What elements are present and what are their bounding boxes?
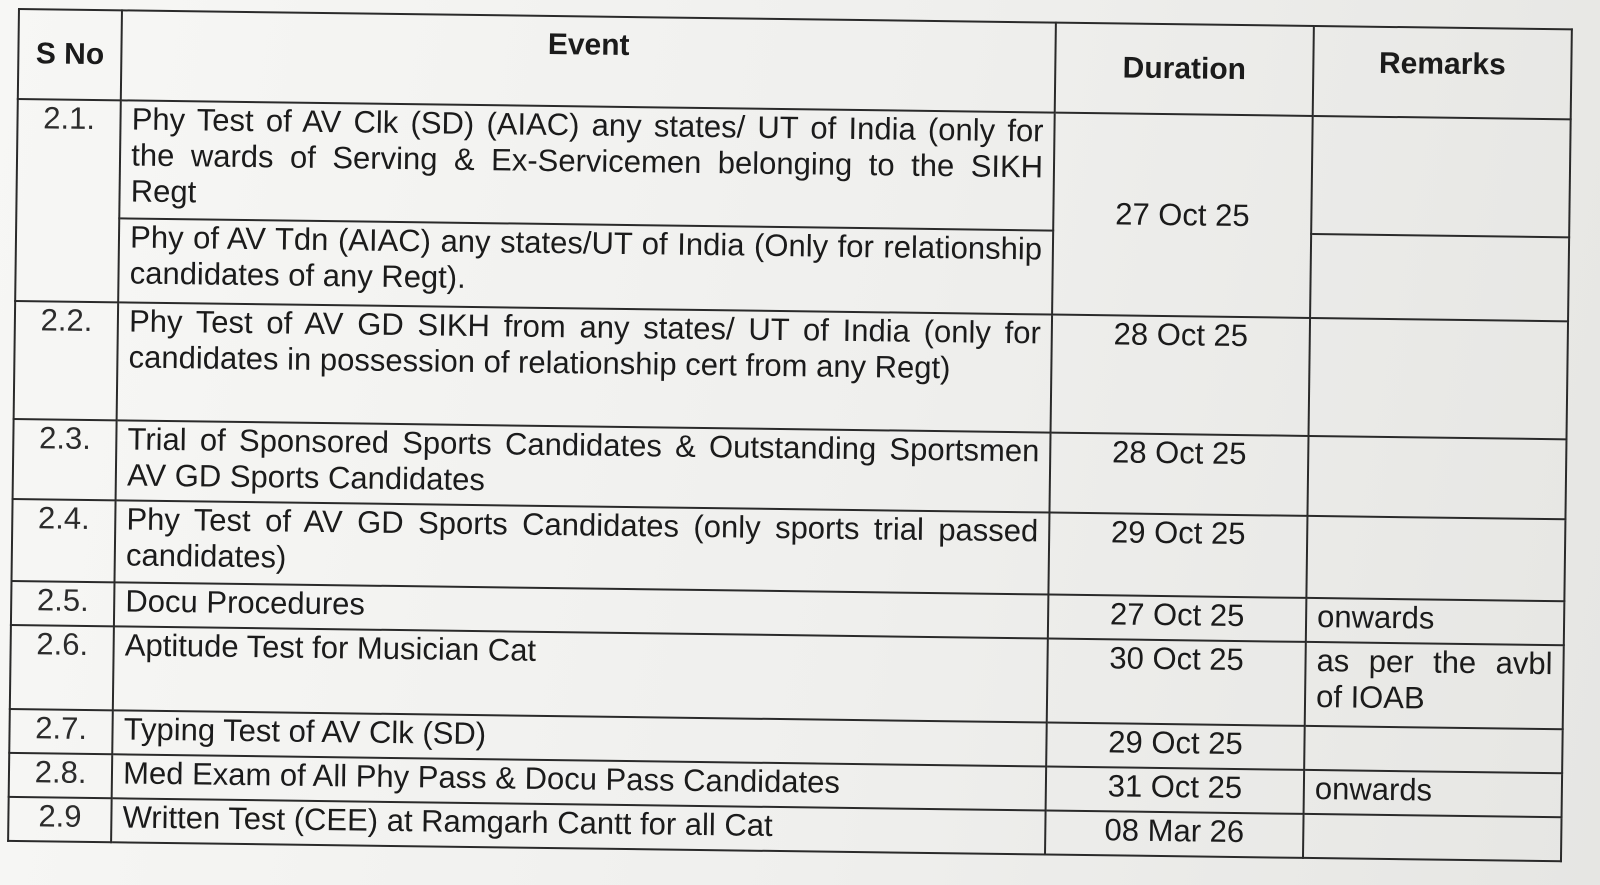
row-sno: 2.3. (13, 419, 117, 500)
row-sno: 2.4. (11, 499, 115, 582)
header-event: Event (121, 10, 1056, 112)
row-duration: 28 Oct 25 (1050, 433, 1309, 516)
row-remarks (1311, 116, 1571, 237)
row-duration: 27 Oct 25 (1048, 595, 1307, 642)
row-remarks (1304, 726, 1563, 773)
row-event: Trial of Sponsored Sports Candidates & Outstanding Sportsmen AV GD Sports Candidates (116, 420, 1051, 512)
row-sno: 2.1. (15, 99, 121, 302)
row-remarks: onwards (1306, 598, 1565, 645)
row-remarks (1309, 318, 1569, 439)
row-duration: 29 Oct 25 (1046, 723, 1305, 770)
row-duration: 08 Mar 26 (1045, 811, 1304, 858)
row-event: Phy Test of AV Clk (SD) (AIAC) any states/ UT of India (only for the wards of Serving & Ex-Servicemen belonging to the SIKH Regt (119, 100, 1054, 230)
row-duration: 31 Oct 25 (1046, 767, 1305, 814)
table-row (14, 301, 1568, 439)
schedule-table (7, 8, 1573, 862)
row-remarks (1310, 234, 1569, 321)
row-remarks: onwards (1304, 770, 1563, 817)
row-sno: 2.6. (10, 625, 114, 710)
row-event: Written Test (CEE) at Ramgarh Cantt for all Cat (111, 798, 1045, 854)
row-event: Med Exam of All Phy Pass & Docu Pass Candidates (112, 754, 1046, 810)
row-event: Phy Test of AV GD SIKH from any states/ UT of India (only for candidates in possession of relationship cert from any Regt) (117, 302, 1052, 432)
table-row (16, 99, 1570, 237)
row-remarks (1307, 436, 1566, 519)
row-sno: 2.9 (8, 797, 112, 842)
row-sno: 2.8. (9, 753, 113, 798)
header-remarks: Remarks (1313, 26, 1572, 119)
row-duration: 30 Oct 25 (1047, 639, 1306, 726)
row-remarks (1303, 814, 1562, 861)
row-event: Phy Test of AV GD Sports Candidates (only sports trial passed candidates) (115, 500, 1050, 594)
row-sno: 2.5. (11, 581, 115, 626)
row-duration: 28 Oct 25 (1051, 315, 1310, 436)
row-remarks: as per the avbl of IOAB (1305, 642, 1564, 729)
header-sno: S No (18, 9, 122, 100)
header-duration: Duration (1055, 23, 1314, 116)
row-sno: 2.2. (14, 301, 119, 420)
row-event: Docu Procedures (114, 582, 1048, 638)
row-event: Phy of AV Tdn (AIAC) any states/UT of India (Only for relationship candidates of any Regt). (118, 218, 1053, 314)
row-remarks (1306, 516, 1565, 601)
row-duration: 27 Oct 25 (1052, 113, 1313, 318)
row-duration: 29 Oct 25 (1048, 513, 1307, 598)
row-event: Aptitude Test for Musician Cat (113, 626, 1048, 722)
row-sno: 2.7. (9, 709, 113, 754)
row-event: Typing Test of AV Clk (SD) (112, 710, 1046, 766)
